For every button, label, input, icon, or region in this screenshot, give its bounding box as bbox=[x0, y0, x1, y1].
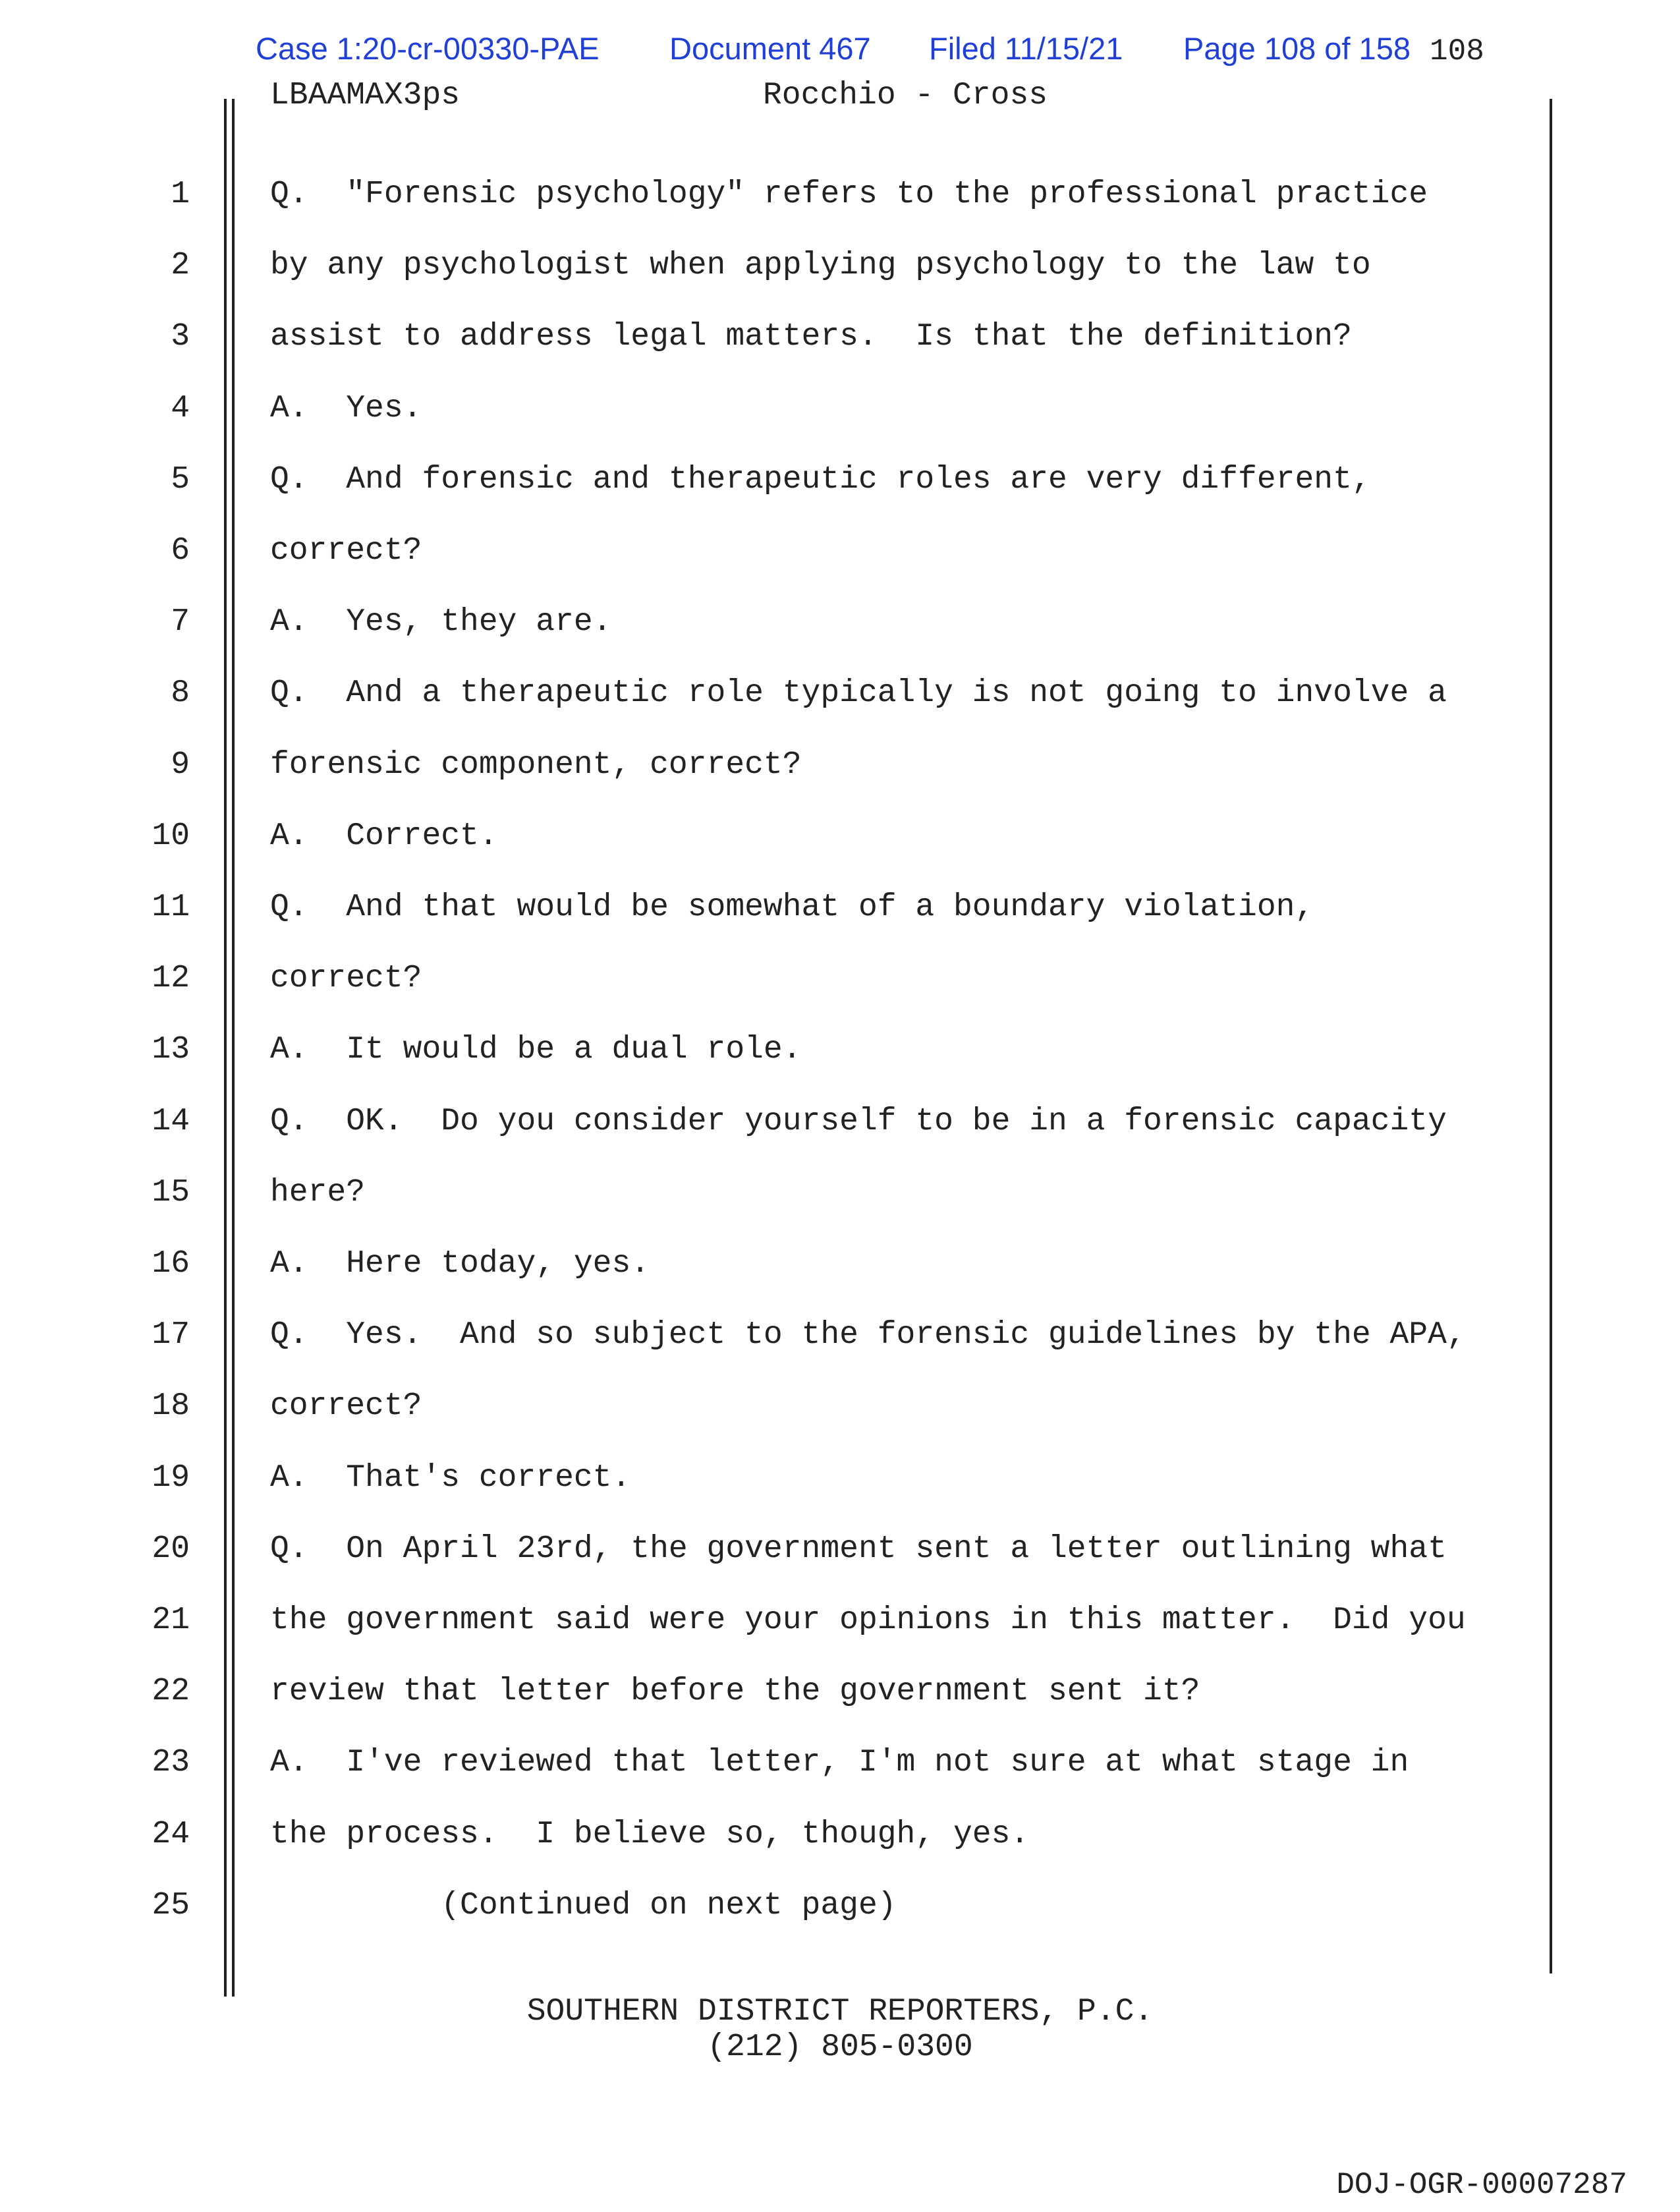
transcript-line bbox=[0, 533, 1680, 592]
line-number: 5 bbox=[171, 462, 190, 497]
line-text: assist to address legal matters. Is that the definition? bbox=[270, 319, 1352, 354]
transcript-line bbox=[0, 1104, 1680, 1163]
line-text: Q. "Forensic psychology" refers to the professional practice bbox=[270, 177, 1428, 212]
line-number: 6 bbox=[171, 533, 190, 569]
transcript-line bbox=[0, 319, 1680, 378]
transcript-line bbox=[0, 1032, 1680, 1091]
line-number: 18 bbox=[152, 1388, 190, 1424]
reporter-name: SOUTHERN DISTRICT REPORTERS, P.C. bbox=[526, 1994, 1154, 2029]
line-number: 8 bbox=[171, 675, 190, 711]
transcript-line bbox=[0, 1602, 1680, 1662]
line-number: 22 bbox=[152, 1674, 190, 1709]
line-text: Q. And a therapeutic role typically is not going to involve a bbox=[270, 675, 1447, 711]
line-number: 7 bbox=[171, 604, 190, 640]
transcript-line bbox=[0, 248, 1680, 307]
line-text: correct? bbox=[270, 961, 422, 996]
page-indicator: Page 108 of 158 bbox=[1183, 31, 1411, 66]
line-text: A. Yes, they are. bbox=[270, 604, 612, 640]
line-text: correct? bbox=[270, 533, 422, 569]
bates-number: DOJ-OGR-00007287 bbox=[1336, 2168, 1627, 2202]
line-text: the process. I believe so, though, yes. bbox=[270, 1817, 1030, 1852]
line-text: correct? bbox=[270, 1388, 422, 1424]
line-text: by any psychologist when applying psychology to the law to bbox=[270, 248, 1371, 283]
line-number: 20 bbox=[152, 1531, 190, 1567]
line-number: 14 bbox=[152, 1104, 190, 1139]
line-number: 12 bbox=[152, 961, 190, 996]
document-number: Document 467 bbox=[669, 31, 871, 66]
line-number: 17 bbox=[152, 1317, 190, 1353]
line-text: (Continued on next page) bbox=[270, 1888, 897, 1923]
line-text: A. It would be a dual role. bbox=[270, 1032, 802, 1067]
filing-stamp bbox=[0, 30, 1680, 72]
line-text: the government said were your opinions in this matter. Did you bbox=[270, 1602, 1466, 1638]
line-number: 13 bbox=[152, 1032, 190, 1067]
transcript-line bbox=[0, 177, 1680, 236]
transcript-line bbox=[0, 1674, 1680, 1733]
transcript-line bbox=[0, 1817, 1680, 1876]
line-text: Q. And forensic and therapeutic roles are very different, bbox=[270, 462, 1371, 497]
line-text: Q. OK. Do you consider yourself to be in a forensic capacity bbox=[270, 1104, 1447, 1139]
line-text: A. Yes. bbox=[270, 391, 422, 426]
line-text: A. I've reviewed that letter, I'm not sure at what stage in bbox=[270, 1745, 1409, 1780]
line-text: A. Here today, yes. bbox=[270, 1246, 650, 1282]
line-number: 19 bbox=[152, 1460, 190, 1496]
transcript-line bbox=[0, 1175, 1680, 1234]
transcript-line bbox=[0, 1246, 1680, 1305]
case-number: Case 1:20-cr-00330-PAE bbox=[256, 31, 600, 66]
transcript-line bbox=[0, 890, 1680, 949]
header-witness: Rocchio - Cross bbox=[763, 78, 1048, 113]
line-text: Q. And that would be somewhat of a boundary violation, bbox=[270, 890, 1314, 925]
line-number: 11 bbox=[152, 890, 190, 925]
line-number: 21 bbox=[152, 1602, 190, 1638]
line-number: 10 bbox=[152, 818, 190, 854]
reporter-phone: (212) 805-0300 bbox=[707, 2029, 973, 2065]
line-text: here? bbox=[270, 1175, 366, 1210]
filed-date: Filed 11/15/21 bbox=[929, 31, 1123, 66]
page-number: 108 bbox=[1430, 34, 1484, 69]
transcript-line bbox=[0, 604, 1680, 664]
transcript-line bbox=[0, 961, 1680, 1020]
transcript-line bbox=[0, 391, 1680, 450]
line-text: forensic component, correct? bbox=[270, 747, 802, 783]
transcript-line bbox=[0, 675, 1680, 735]
line-text: review that letter before the government sent it? bbox=[270, 1674, 1200, 1709]
line-number: 9 bbox=[171, 747, 190, 783]
line-text: Q. On April 23rd, the government sent a letter outlining what bbox=[270, 1531, 1447, 1567]
transcript-line bbox=[0, 462, 1680, 521]
transcript-line bbox=[0, 1531, 1680, 1591]
transcript-line bbox=[0, 1317, 1680, 1376]
line-number: 4 bbox=[171, 391, 190, 426]
transcript-line bbox=[0, 1388, 1680, 1448]
line-text: Q. Yes. And so subject to the forensic guidelines by the APA, bbox=[270, 1317, 1466, 1353]
transcript-line bbox=[0, 1745, 1680, 1804]
line-number: 25 bbox=[152, 1888, 190, 1923]
line-number: 3 bbox=[171, 319, 190, 354]
line-number: 23 bbox=[152, 1745, 190, 1780]
line-number: 2 bbox=[171, 248, 190, 283]
transcript-line bbox=[0, 1460, 1680, 1519]
transcript-line bbox=[0, 818, 1680, 878]
line-number: 15 bbox=[152, 1175, 190, 1210]
line-number: 1 bbox=[171, 177, 190, 212]
transcript-line bbox=[0, 747, 1680, 807]
line-number: 24 bbox=[152, 1817, 190, 1852]
transcript-line bbox=[0, 1888, 1680, 1947]
line-text: A. That's correct. bbox=[270, 1460, 631, 1496]
header-code: LBAAMAX3ps bbox=[270, 78, 461, 113]
line-text: A. Correct. bbox=[270, 818, 498, 854]
line-number: 16 bbox=[152, 1246, 190, 1282]
